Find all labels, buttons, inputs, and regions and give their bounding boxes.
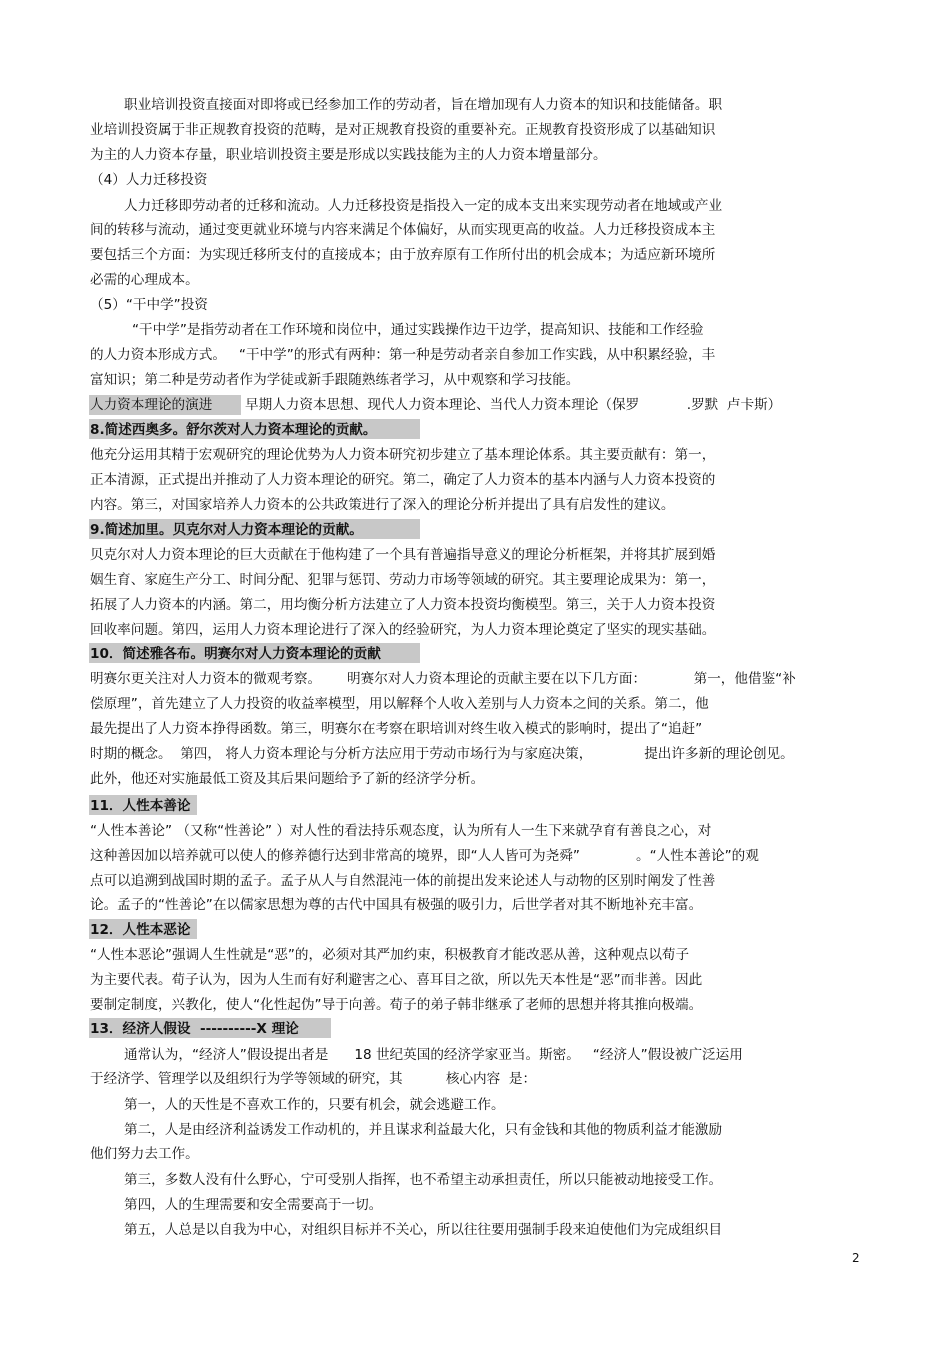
paragraph-line: 于经济学、管理学以及组织行为学等领域的研究，其 核心内容 是： (90, 1071, 537, 1087)
paragraph-line: 人力迁移即劳动者的迁移和流动。人力迁移投资是指投入一定的成本支出来实现劳动者在地域或产业 (124, 198, 723, 214)
paragraph-line: 他们努力去工作。 (90, 1146, 199, 1162)
paragraph-line: 时期的概念。 第四， 将人力资本理论与分析方法应用于劳动市场行为与家庭决策， 提出许多新的理论创见。 (90, 746, 794, 762)
paragraph-line: 的人力资本形成方式。 “干中学”的形式有两种：第一种是劳动者亲自参加工作实践，从中积累经验，丰 (90, 347, 716, 363)
paragraph-line: 必需的心理成本。 (90, 272, 199, 288)
paragraph-line: 第三，多数人没有什么野心，宁可受别人指挥，也不希望主动承担责任，所以只能被动地接受工作。 (124, 1172, 723, 1188)
question-heading: 12．人性本恶论 (90, 922, 191, 938)
paragraph-line: 这种善因加以培养就可以使人的修养德行达到非常高的境界，即“人人皆可为尧舜” 。“人性本善论”的观 (90, 848, 759, 864)
paragraph-line: 业培训投资属于非正规教育投资的范畴，是对正规教育投资的重要补充。正规教育投资形成了以基础知识 (90, 122, 716, 138)
paragraph-line: 论。孟子的“性善论”在以儒家思想为尊的古代中国具有极强的吸引力，后世学者对其不断地补充丰富。 (90, 897, 703, 913)
paragraph-line: 要制定制度，兴教化，使人“化性起伪”导于向善。荀子的弟子韩非继承了老师的思想并将其推向极端。 (90, 997, 703, 1013)
question-heading: 11．人性本善论 (90, 798, 191, 814)
question-heading: 13．经济人假设 ----------X 理论 (90, 1021, 299, 1037)
paragraph-line: 第四，人的生理需要和安全需要高于一切。 (124, 1197, 383, 1213)
paragraph-line: 要包括三个方面：为实现迁移所支付的直接成本；由于放弃原有工作所付出的机会成本；为适应新环境所 (90, 247, 716, 263)
paragraph-line: 明赛尔更关注对人力资本的微观考察。 明赛尔对人力资本理论的贡献主要在以下几方面： 第一，他借鉴“补 (90, 671, 796, 687)
paragraph-line: 第二，人是由经济利益诱发工作动机的，并且谋求利益最大化，只有金钱和其他的物质利益才能激励 (124, 1122, 723, 1138)
question-heading: 8.简述西奥多。舒尔茨对人力资本理论的贡献。 (90, 422, 377, 438)
subheading: （4）人力迁移投资 (90, 172, 208, 188)
paragraph-line: 内容。第三，对国家培养人力资本的公共政策进行了深入的理论分析并提出了具有启发性的建议。 (90, 497, 675, 513)
paragraph-line: “干中学”是指劳动者在工作环境和岗位中，通过实践操作边干边学，提高知识、技能和工作经验 (132, 322, 704, 338)
paragraph-line: “人性本善论” （又称“性善论” ）对人性的看法持乐观态度，认为所有人一生下来就孕育有善良之心，对 (90, 823, 712, 839)
paragraph-line: 贝克尔对人力资本理论的巨大贡献在于他构建了一个具有普遍指导意义的理论分析框架，并将其扩展到婚 (90, 547, 716, 563)
paragraph-line: 正本清源，正式提出并推动了人力资本理论的研究。第二，确定了人力资本的基本内涵与人力资本投资的 (90, 472, 716, 488)
question-heading: 9.简述加里。贝克尔对人力资本理论的贡献。 (90, 522, 363, 538)
question-heading: 10．简述雅各布。明赛尔对人力资本理论的贡献 (90, 646, 381, 662)
paragraph-line: 通常认为，“经济人”假设提出者是 18 世纪英国的经济学家亚当。斯密。 “经济人”假设被广泛运用 (124, 1047, 743, 1063)
paragraph-line: 职业培训投资直接面对即将或已经参加工作的劳动者，旨在增加现有人力资本的知识和技能储备。职 (124, 97, 723, 113)
paragraph-line: 早期人力资本思想、现代人力资本理论、当代人力资本理论（保罗 .罗默 卢卡斯） (245, 397, 782, 413)
paragraph-line: 第五，人总是以自我为中心，对组织目标并不关心，所以往往要用强制手段来迫使他们为完成组织目 (124, 1222, 723, 1238)
paragraph-line: 间的转移与流动，通过变更就业环境与内容来满足个体偏好，从而实现更高的收益。人力迁移投资成本主 (90, 222, 716, 238)
paragraph-line: 富知识；第二种是劳动者作为学徒或新手跟随熟练者学习，从中观察和学习技能。 (90, 372, 580, 388)
paragraph-line: 第一，人的天性是不喜欢工作的，只要有机会，就会逃避工作。 (124, 1097, 505, 1113)
paragraph-line: 点可以追溯到战国时期的孟子。孟子从人与自然混沌一体的前提出发来论述人与动物的区别时阐发了性善 (90, 873, 716, 889)
paragraph-line: 最先提出了人力资本挣得函数。第三，明赛尔在考察在职培训对终生收入模式的影响时，提出了“追赶” (90, 721, 703, 737)
paragraph-line: 为主的人力资本存量，职业培训投资主要是形成以实践技能为主的人力资本增量部分。 (90, 147, 607, 163)
paragraph-line: 为主要代表。荀子认为，因为人生而有好利避害之心、喜耳目之欲，所以先天本性是“恶”而非善。因此 (90, 972, 703, 988)
page-number: 2 (852, 1251, 860, 1265)
paragraph-line: 拓展了人力资本的内涵。第二，用均衡分析方法建立了人力资本投资均衡模型。第三，关于人力资本投资 (90, 597, 716, 613)
paragraph-line: 此外，他还对实施最低工资及其后果问题给予了新的经济学分析。 (90, 771, 485, 787)
paragraph-line: 他充分运用其精于宏观研究的理论优势为人力资本研究初步建立了基本理论体系。其主要贡献有：第一， (90, 447, 716, 463)
section-heading: 人力资本理论的演进 (90, 397, 213, 413)
paragraph-line: “人性本恶论”强调人生性就是“恶”的，必须对其严加约束，积极教育才能改恶从善，这种观点以荀子 (90, 947, 690, 963)
subheading: （5）“干中学”投资 (90, 297, 208, 313)
paragraph-line: 偿原理”，首先建立了人力投资的收益率模型，用以解释个人收入差别与人力资本之间的关系。第二，他 (90, 696, 709, 712)
paragraph-line: 姻生育、家庭生产分工、时间分配、犯罪与惩罚、劳动力市场等领域的研究。其主要理论成果为：第一， (90, 572, 716, 588)
paragraph-line: 回收率问题。第四，运用人力资本理论进行了深入的经验研究，为人力资本理论奠定了坚实的现实基础。 (90, 622, 716, 638)
